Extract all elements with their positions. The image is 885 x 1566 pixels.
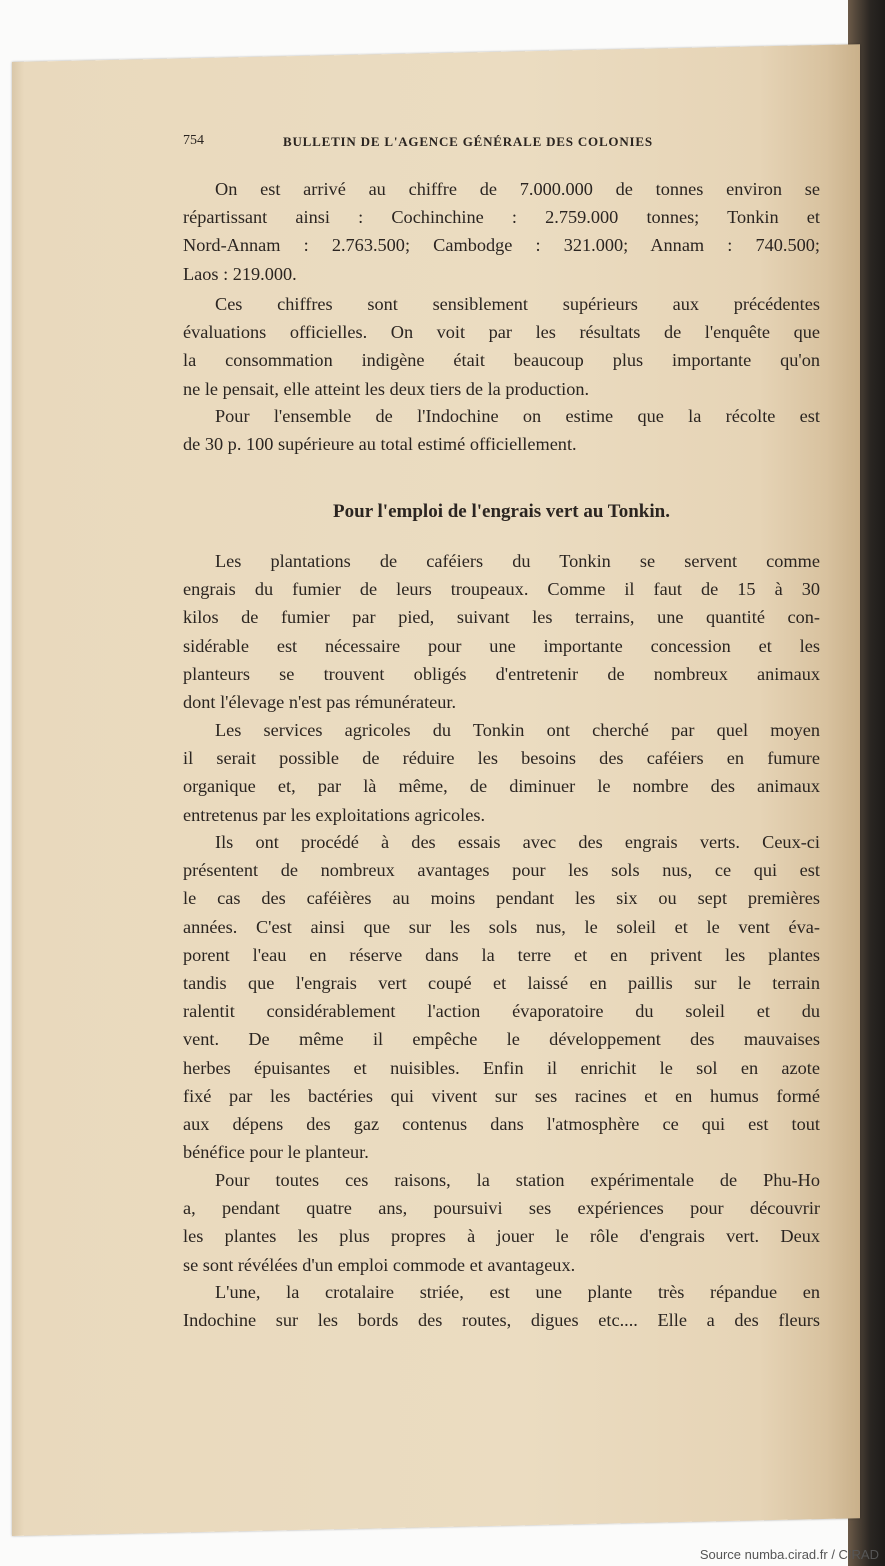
text-line: Nord-Annam : 2.763.500; Cambodge : 321.000; Annam : 740.500; (183, 235, 820, 256)
paragraph (183, 1166, 820, 1279)
text-line: planteurs se trouvent obligés d'entretenir de nombreux animaux (183, 663, 820, 684)
text-line: engrais du fumier de leurs troupeaux. Comme il faut de 15 à 30 (183, 579, 820, 600)
text-line: ralentit considérablement l'action évaporatoire du soleil et du (183, 1001, 820, 1022)
text-line: Pour toutes ces raisons, la station expérimentale de Phu-Ho (215, 1170, 820, 1190)
paragraph (183, 828, 820, 1166)
paragraph (183, 547, 820, 716)
text-line: vent. De même il empêche le développement des mauvaises (183, 1029, 820, 1050)
text-line: On est arrivé au chiffre de 7.000.000 de tonnes environ se (215, 179, 820, 199)
text-line: Ils ont procédé à des essais avec des engrais verts. Ceux-ci (215, 832, 820, 852)
text-line: Les services agricoles du Tonkin ont cherché par quel moyen (215, 720, 820, 740)
text-line: Les plantations de caféiers du Tonkin se servent comme (215, 551, 820, 571)
text-line: porent l'eau en réserve dans la terre et en privent les plantes (183, 944, 820, 965)
paragraph (183, 290, 820, 403)
text-line: il serait possible de réduire les besoins des caféiers en fumure (183, 748, 820, 769)
paragraph (183, 175, 820, 288)
text-line: L'une, la crotalaire striée, est une plante très répandue en (215, 1282, 820, 1302)
text-line: dont l'élevage n'est pas rémunérateur. (183, 692, 457, 713)
text-line: sidérable est nécessaire pour une importante concession et les (183, 635, 820, 656)
text-line: fixé par les bactéries qui vivent sur ses racines et en humus formé (183, 1085, 820, 1106)
text-line: kilos de fumier par pied, suivant les terrains, une quantité con- (183, 607, 820, 628)
text-line: tandis que l'engrais vert coupé et laissé en paillis sur le terrain (183, 973, 820, 994)
text-line: Ces chiffres sont sensiblement supérieurs aux précédentes (215, 294, 820, 314)
page-number: 754 (183, 133, 204, 148)
text-line: de 30 p. 100 supérieure au total estimé officiellement. (183, 434, 577, 455)
text-line: a, pendant quatre ans, poursuivi ses expériences pour découvrir (183, 1198, 820, 1219)
text-line: Indochine sur les bords des routes, digues etc.... Elle a des fleurs (183, 1310, 820, 1331)
text-line: se sont révélées d'un emploi commode et avantageux. (183, 1254, 576, 1275)
section-heading: Pour l'emploi de l'engrais vert au Tonkin. (333, 501, 670, 522)
text-line: la consommation indigène était beaucoup plus importante qu'on (183, 350, 820, 371)
source-credit: Source numba.cirad.fr / CIRAD (699, 1547, 879, 1562)
text-line: entretenus par les exploitations agricoles. (183, 804, 486, 825)
text-line: évaluations officielles. On voit par les résultats de l'enquête que (183, 322, 820, 343)
text-line: aux dépens des gaz contenus dans l'atmosphère ce qui est tout (183, 1114, 820, 1135)
text-line: répartissant ainsi : Cochinchine : 2.759.000 tonnes; Tonkin et (183, 207, 820, 228)
text-line: herbes épuisantes et nuisibles. Enfin il enrichit le sol en azote (183, 1057, 820, 1078)
running-title: BULLETIN DE L'AGENCE GÉNÉRALE DES COLONIES (283, 134, 653, 149)
text-line: ne le pensait, elle atteint les deux tiers de la production. (183, 378, 590, 399)
paragraph (183, 402, 820, 458)
paragraph (183, 1278, 820, 1334)
text-line: bénéfice pour le planteur. (183, 1142, 369, 1163)
text-line: présentent de nombreux avantages pour les sols nus, ce qui est (183, 860, 820, 881)
text-line: années. C'est ainsi que sur les sols nus, le soleil et le vent éva- (183, 916, 820, 937)
text-line: le cas des caféières au moins pendant les six ou sept premières (183, 888, 820, 909)
text-line: Pour l'ensemble de l'Indochine on estime que la récolte est (215, 406, 820, 426)
text-line: organique et, par là même, de diminuer le nombre des animaux (183, 776, 820, 797)
text-line: les plantes les plus propres à jouer le rôle d'engrais vert. Deux (183, 1226, 820, 1247)
text-line: Laos : 219.000. (183, 263, 297, 284)
paragraph (183, 716, 820, 829)
